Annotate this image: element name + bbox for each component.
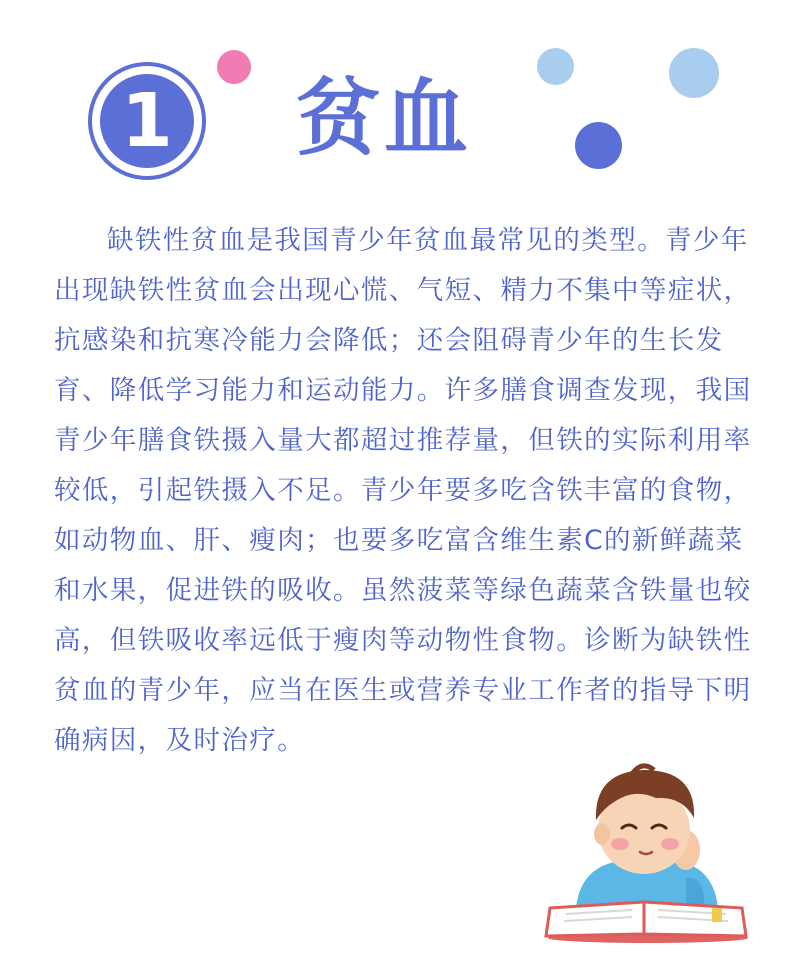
section-number-circle bbox=[100, 74, 194, 168]
section-number: 1 bbox=[121, 78, 173, 164]
light-blue-dot-large-decoration bbox=[669, 48, 719, 98]
section-title: 贫血 bbox=[296, 69, 473, 167]
pink-dot-decoration bbox=[217, 50, 251, 84]
blue-dot-decoration bbox=[575, 122, 622, 169]
section-number-badge bbox=[88, 62, 206, 180]
body-paragraph: 缺铁性贫血是我国青少年贫血最常见的类型。青少年出现缺铁性贫血会出现心慌、气短、精力不集中等症状，抗感染和抗寒冷能力会降低；还会阻碍青少年的生长发育、降低学习能力和运动能力。许多膳食调查发现，我国青少年膳食铁摄入量大都超过推荐量，但铁的实际利用率较低，引起铁摄入不足。青少年要多吃含铁丰富的食物，如动物血、肝、瘦肉；也要多吃富含维生素C的新鲜蔬菜和水果，促进铁的吸收。虽然菠菜等绿色蔬菜含铁量也较高，但铁吸收率远低于瘦肉等动物性食物。诊断为缺铁性贫血的青少年，应当在医生或营养专业工作者的指导下明确病因，及时治疗。 bbox=[54, 225, 752, 756]
light-blue-dot-small-decoration bbox=[537, 48, 574, 85]
reading-boy-illustration bbox=[536, 758, 756, 948]
